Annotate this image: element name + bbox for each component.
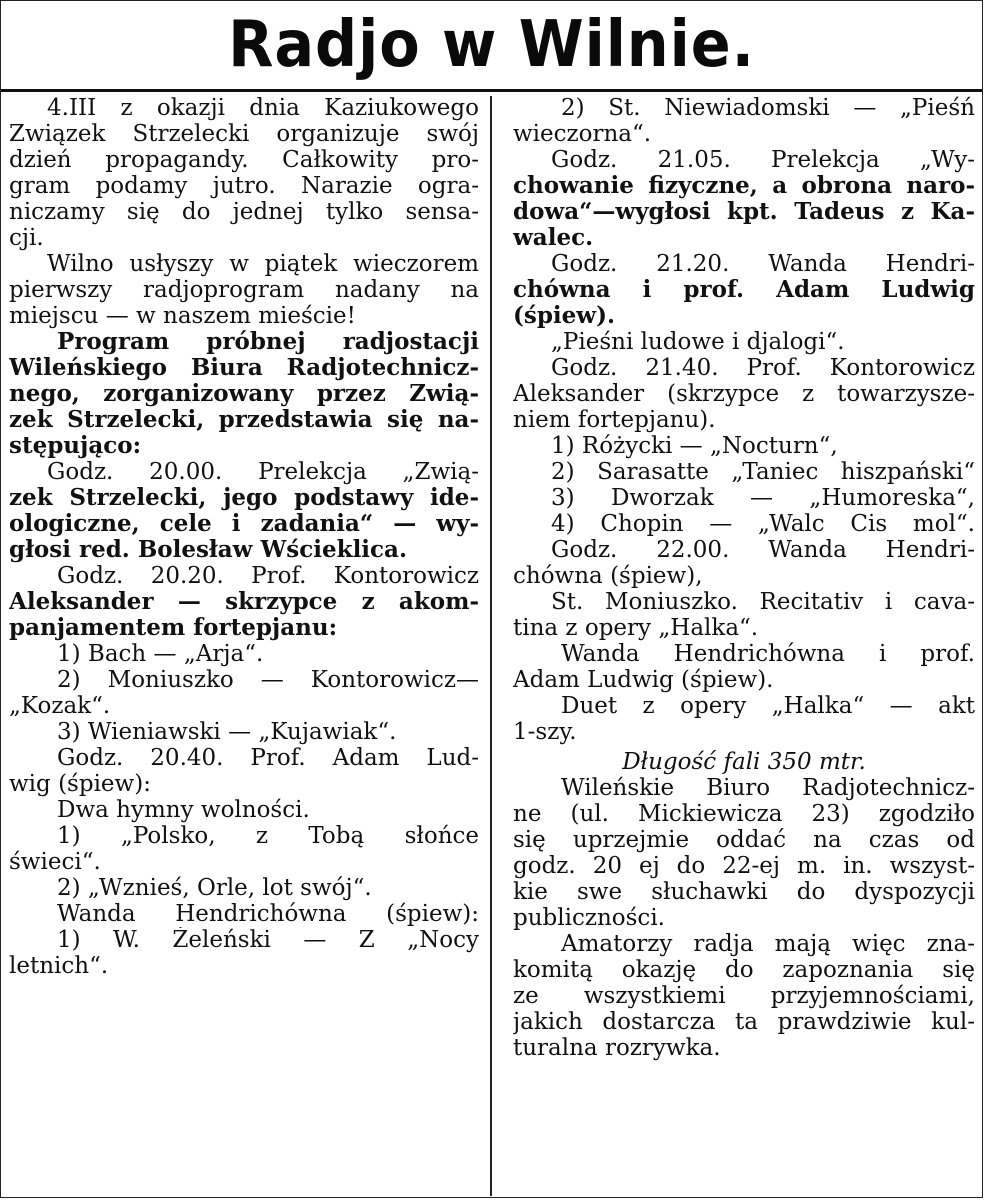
right-column-line: Aleksander (skrzypce z towarzysze- xyxy=(513,381,975,407)
left-column-line: wig (śpiew): xyxy=(9,771,151,797)
right-column-line: walec. xyxy=(513,225,594,251)
right-column-line: 3) Dworzak — „Humoreska“, xyxy=(551,485,975,511)
right-column-line: Godz. 21.20. Wanda Hendri- xyxy=(551,251,975,277)
right-column xyxy=(513,95,975,1061)
left-column-line: Związek Strzelecki organizuje swój xyxy=(9,121,479,147)
left-column-line: cji. xyxy=(9,225,44,251)
right-column-line: Amatorzy radja mają więc zna- xyxy=(561,931,975,957)
left-column-line: letnich“. xyxy=(9,953,109,979)
left-column-line: 1) W. Żeleński — Z „Nocy xyxy=(57,927,479,953)
right-column-line: 4) Chopin — „Walc Cis mol“. xyxy=(551,511,975,537)
left-column-line: Dwa hymny wolności. xyxy=(57,797,310,823)
article-title: Radjo w Wilnie. xyxy=(228,8,755,82)
left-column-line: Program próbnej radjostacji xyxy=(57,329,479,355)
left-column-line: Godz. 20.00. Prelekcja „Zwią- xyxy=(47,459,479,485)
left-column-line: „Kozak“. xyxy=(9,693,111,719)
left-column-line: 4.III z okazji dnia Kaziukowego xyxy=(47,95,479,121)
left-column-line: gram podamy jutro. Narazie ogra- xyxy=(9,173,479,199)
left-column-line: głosi red. Bolesław Wścieklica. xyxy=(9,537,407,563)
right-column-line: Długość fali 350 mtr. xyxy=(622,749,866,775)
right-column-line: St. Moniuszko. Recitativ i cava- xyxy=(551,589,975,615)
right-column-line: chówna i prof. Adam Ludwig xyxy=(513,277,975,303)
left-column-line: 2) Moniuszko — Kontorowicz— xyxy=(57,667,479,693)
left-column-line: Godz. 20.20. Prof. Kontorowicz xyxy=(57,563,479,589)
right-column-line: ne (ul. Mickiewicza 23) zgodziło xyxy=(513,801,975,827)
right-column-line: 2) Sarasatte „Taniec hiszpański“ xyxy=(551,459,975,485)
left-column-line: zek Strzelecki, jego podstawy ide- xyxy=(9,485,479,511)
left-column-line: ologiczne, cele i zadania“ — wy- xyxy=(9,511,479,537)
column-divider xyxy=(490,96,492,1196)
left-column-line: Godz. 20.40. Prof. Adam Lud- xyxy=(57,745,479,771)
right-column-line: tina z opery „Halka“. xyxy=(513,615,759,641)
right-column-line: się uprzejmie oddać na czas od xyxy=(513,827,975,853)
left-column-line: zek Strzelecki, przedstawia się na- xyxy=(9,407,479,433)
right-column-line: wieczorna“. xyxy=(513,121,652,147)
title-rule xyxy=(1,89,982,92)
left-column-line: miejscu — w naszem mieście! xyxy=(9,303,356,329)
right-column-line: niem fortepjanu). xyxy=(513,407,716,433)
left-column-line: stępująco: xyxy=(9,433,142,459)
right-column-line: Adam Ludwig (śpiew). xyxy=(513,667,774,693)
right-column-line: chowanie fizyczne, a obrona naro- xyxy=(513,173,975,199)
left-column-line: 1) Bach — „Arja“. xyxy=(57,641,264,667)
left-column-line: niczamy się do jednej tylko sensa- xyxy=(9,199,479,225)
right-column-line: 2) St. Niewiadomski — „Pieśń xyxy=(561,95,975,121)
right-column-line: „Pieśni ludowe i djalogi“. xyxy=(551,329,845,355)
left-column-line: świeci“. xyxy=(9,849,101,875)
right-column-line: jakich dostarcza ta prawdziwie kul- xyxy=(513,1009,975,1035)
right-column-line: publiczności. xyxy=(513,905,665,931)
right-column-line: Godz. 22.00. Wanda Hendri- xyxy=(551,537,975,563)
right-column-line: dowa“—wygłosi kpt. Tadeus z Ka- xyxy=(513,199,975,225)
right-column-line: ze wszystkiemi przyjemnościami, xyxy=(513,983,975,1009)
right-column-line: 1) Różycki — „Nocturn“, xyxy=(551,433,838,459)
right-column-line: turalna rozrywka. xyxy=(513,1035,721,1061)
left-column-line: nego, zorganizowany przez Zwią- xyxy=(9,381,479,407)
left-column-line: 3) Wieniawski — „Kujawiak“. xyxy=(57,719,397,745)
right-column-line: Duet z opery „Halka“ — akt xyxy=(561,693,975,719)
left-column-line: Wanda Hendrichówna (śpiew): xyxy=(57,901,479,927)
left-column-line: 2) „Wznieś, Orle, lot swój“. xyxy=(57,875,372,901)
left-column xyxy=(9,95,479,979)
right-column-line: (śpiew). xyxy=(513,303,615,329)
left-column-line: 1) „Polsko, z Tobą słońce xyxy=(57,823,479,849)
right-column-line: Godz. 21.40. Prof. Kontorowicz xyxy=(551,355,975,381)
right-column-line: 1-szy. xyxy=(513,719,577,745)
right-column-line: kie swe słuchawki do dyspozycji xyxy=(513,879,975,905)
left-column-line: Wileńskiego Biura Radjotechnicz- xyxy=(9,355,479,381)
left-column-line: Wilno usłyszy w piątek wieczorem xyxy=(47,251,479,277)
right-column-line: Godz. 21.05. Prelekcja „Wy- xyxy=(551,147,975,173)
left-column-line: dzień propagandy. Całkowity pro- xyxy=(9,147,479,173)
right-column-line: godz. 20 ej do 22-ej m. in. wszyst- xyxy=(513,853,975,879)
left-column-line: pierwszy radjoprogram nadany na xyxy=(9,277,479,303)
right-column-line: Wanda Hendrichówna i prof. xyxy=(561,641,975,667)
left-column-line: panjamentem fortepjanu: xyxy=(9,615,338,641)
right-column-line: Wileńskie Biuro Radjotechnicz- xyxy=(561,775,975,801)
right-column-line: komitą okazję do zapoznania się xyxy=(513,957,975,983)
left-column-line: Aleksander — skrzypce z akom- xyxy=(9,589,479,615)
right-column-line: chówna (śpiew), xyxy=(513,563,703,589)
